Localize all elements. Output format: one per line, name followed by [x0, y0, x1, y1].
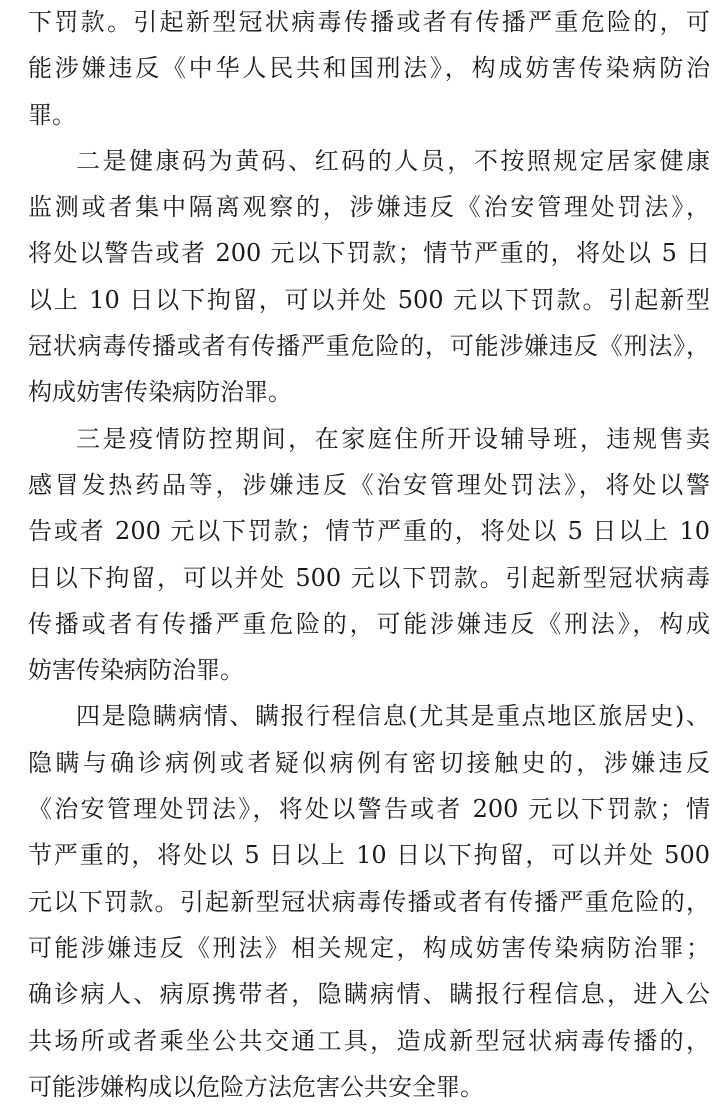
paragraph-health-code: [28, 138, 710, 416]
text-line: 下罚款。引起新型冠状病毒传播或者有传播严重危险的，可: [28, 8, 710, 36]
paragraph-tutoring-class: [28, 416, 710, 694]
text-line: 可能涉嫌违反《刑法》相关规定，构成妨害传染病防治罪；: [28, 933, 710, 962]
text-line: 共场所或者乘坐公共交通工具，造成新型冠状病毒传播的，: [28, 1026, 710, 1055]
text-line: 节严重的，将处以 5 日以上 10 日以下拘留，可以并处 500: [28, 841, 710, 870]
text-line: 确诊病人、病原携带者，隐瞒病情、瞒报行程信息，进入公: [28, 980, 710, 1009]
text-line: 感冒发热药品等，涉嫌违反《治安管理处罚法》，将处以警: [28, 470, 710, 499]
text-line: 冠状病毒传播或者有传播严重危险的，可能涉嫌违反《刑法》，: [28, 332, 710, 361]
text-line: 二是健康码为黄码、红码的人员，不按照规定居家健康: [76, 146, 710, 175]
text-line: 元以下罚款。引起新型冠状病毒传播或者有传播严重危险的，: [28, 887, 710, 916]
text-line: 以上 10 日以下拘留，可以并处 500 元以下罚款。引起新型: [28, 285, 710, 314]
text-line: 构成妨害传染病防治罪。: [28, 378, 292, 407]
text-line: 《治安管理处罚法》，将处以警告或者 200 元以下罚款；情: [28, 795, 710, 824]
text-line: 可能涉嫌构成以危险方法危害公共安全罪。: [28, 1072, 484, 1101]
text-line: 三是疫情防控期间，在家庭住所开设辅导班，违规售卖: [76, 424, 710, 453]
paragraph-concealment: [28, 693, 710, 1110]
text-line: 四是隐瞒病情、瞒报行程信息(尤其是重点地区旅居史)、: [76, 702, 710, 731]
text-line: 将处以警告或者 200 元以下罚款；情节严重的，将处以 5 日: [28, 239, 710, 268]
paragraph-continuation: [28, 0, 710, 138]
text-line: 监测或者集中隔离观察的，涉嫌违反《治安管理处罚法》，: [28, 193, 710, 222]
text-line: 日以下拘留，可以并处 500 元以下罚款。引起新型冠状病毒: [28, 563, 710, 592]
text-line: 隐瞒与确诊病例或者疑似病例有密切接触史的，涉嫌违反: [28, 748, 710, 777]
text-line: 妨害传染病防治罪。: [28, 656, 244, 685]
text-line: 告或者 200 元以下罚款；情节严重的，将处以 5 日以上 10: [28, 517, 710, 546]
text-line: 能涉嫌违反《中华人民共和国刑法》，构成妨害传染病防治: [28, 54, 710, 83]
text-line: 传播或者有传播严重危险的，可能涉嫌违反《刑法》，构成: [28, 609, 710, 638]
text-line: 罪。: [28, 100, 76, 129]
